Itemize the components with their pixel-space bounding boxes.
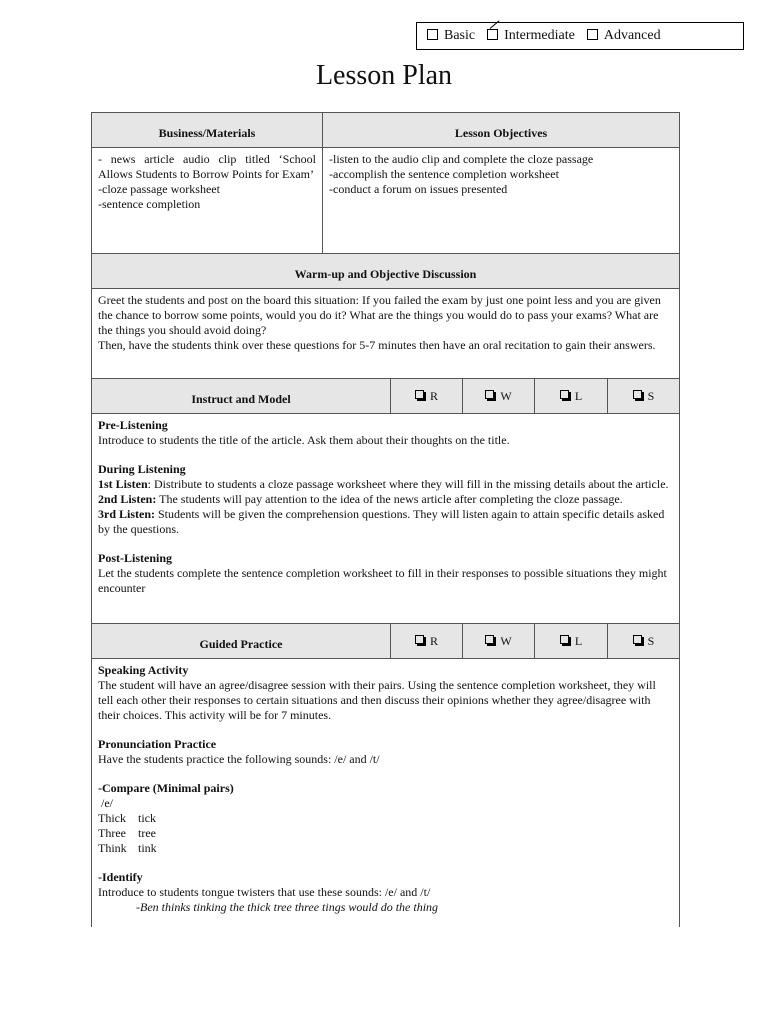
- checkbox-icon: [560, 635, 569, 644]
- level-intermediate-label: Intermediate: [504, 28, 575, 43]
- level-advanced-label: Advanced: [603, 28, 661, 43]
- checked-checkbox-icon: [487, 29, 498, 40]
- level-basic[interactable]: [427, 28, 475, 44]
- first-listen: 1st Listen: Distribute to students a cloze passage worksheet where they will fill in the missing details about the article.: [98, 477, 669, 491]
- identify-title: -Identify: [98, 870, 143, 884]
- speaking-activity-text: The student will have an agree/disagree session with their pairs. Using the sentence completion worksheet, they will tell each other their responses to certain situations and then discuss their opinions whether they agree/disagree with their choices. This activity will be for 7 minutes.: [98, 678, 656, 722]
- compare-sound: /e/: [98, 796, 113, 810]
- pronunciation-title: Pronunciation Practice: [98, 737, 217, 751]
- minimal-pair: Thick tick: [98, 811, 156, 825]
- materials-item: - news article audio clip titled ‘School Allows Students to Borrow Points for Exam’: [98, 152, 316, 181]
- objective-item: -listen to the audio clip and complete the cloze passage: [329, 152, 594, 166]
- post-listening-text: Let the students complete the sentence completion worksheet to fill in their responses to possible situations they might encounter: [98, 566, 667, 595]
- skill-speaking[interactable]: S: [608, 624, 680, 659]
- warmup-header: Warm-up and Objective Discussion: [92, 254, 680, 289]
- skill-writing[interactable]: W: [463, 624, 535, 659]
- minimal-pair: Think tink: [98, 841, 157, 855]
- pre-listening-title: Pre-Listening: [98, 418, 168, 432]
- skill-reading[interactable]: R: [391, 624, 463, 659]
- objective-item: -accomplish the sentence completion worksheet: [329, 167, 559, 181]
- instruct-header: Instruct and Model: [92, 379, 391, 414]
- checkbox-icon: [427, 29, 438, 40]
- skill-listening[interactable]: L: [535, 624, 608, 659]
- instruct-content: [92, 414, 680, 624]
- during-listening-title: During Listening: [98, 462, 186, 476]
- skill-speaking[interactable]: S: [608, 379, 680, 414]
- speaking-activity-title: Speaking Activity: [98, 663, 189, 677]
- materials-item: -sentence completion: [98, 197, 201, 211]
- identify-text: Introduce to students tongue twisters that use these sounds: /e/ and /t/: [98, 885, 431, 899]
- warmup-paragraph: Greet the students and post on the board this situation: If you failed the exam by just one point less and you are given the chance to borrow some points, would you do it? What are the things you would do to pass your exams? What are the things you should avoid doing?: [98, 293, 661, 337]
- materials-item: -cloze passage worksheet: [98, 182, 220, 196]
- minimal-pair: Three tree: [98, 826, 156, 840]
- warmup-paragraph: Then, have the students think over these questions for 5-7 minutes then have an oral recitation to gain their answers.: [98, 338, 656, 352]
- pre-listening-text: Introduce to students the title of the article. Ask them about their thoughts on the title.: [98, 433, 510, 447]
- checkbox-icon: [633, 635, 642, 644]
- level-intermediate[interactable]: [487, 28, 575, 44]
- level-selector: [416, 22, 744, 50]
- checkbox-icon: [587, 29, 598, 40]
- checkbox-icon: [560, 390, 569, 399]
- lesson-plan-table: [91, 112, 680, 927]
- page-title: Lesson Plan: [315, 60, 453, 91]
- level-advanced[interactable]: [587, 28, 661, 44]
- guided-content: [92, 659, 680, 927]
- objective-item: -conduct a forum on issues presented: [329, 182, 508, 196]
- checkbox-icon: [415, 635, 424, 644]
- materials-list: [92, 148, 323, 254]
- tongue-twister: -Ben thinks tinking the thick tree three tings would do the thing: [136, 900, 439, 914]
- checkbox-icon: [485, 635, 494, 644]
- skill-writing[interactable]: W: [463, 379, 535, 414]
- second-listen: 2nd Listen: The students will pay attention to the idea of the news article after completing the cloze passage.: [98, 492, 623, 506]
- skill-reading[interactable]: R: [391, 379, 463, 414]
- guided-header: Guided Practice: [92, 624, 391, 659]
- pronunciation-text: Have the students practice the following sounds: /e/ and /t/: [98, 752, 380, 766]
- warmup-content: [92, 289, 680, 379]
- compare-title: -Compare (Minimal pairs): [98, 781, 234, 795]
- checkbox-icon: [485, 390, 494, 399]
- level-basic-label: Basic: [444, 28, 476, 43]
- materials-header: Business/Materials: [92, 113, 323, 148]
- objectives-header: Lesson Objectives: [323, 113, 680, 148]
- checkbox-icon: [633, 390, 642, 399]
- third-listen: 3rd Listen: Students will be given the comprehension questions. They will listen again to attain specific details asked by the questions.: [98, 507, 665, 536]
- post-listening-title: Post-Listening: [98, 551, 173, 565]
- skill-listening[interactable]: L: [535, 379, 608, 414]
- checkbox-icon: [415, 390, 424, 399]
- objectives-list: [323, 148, 680, 254]
